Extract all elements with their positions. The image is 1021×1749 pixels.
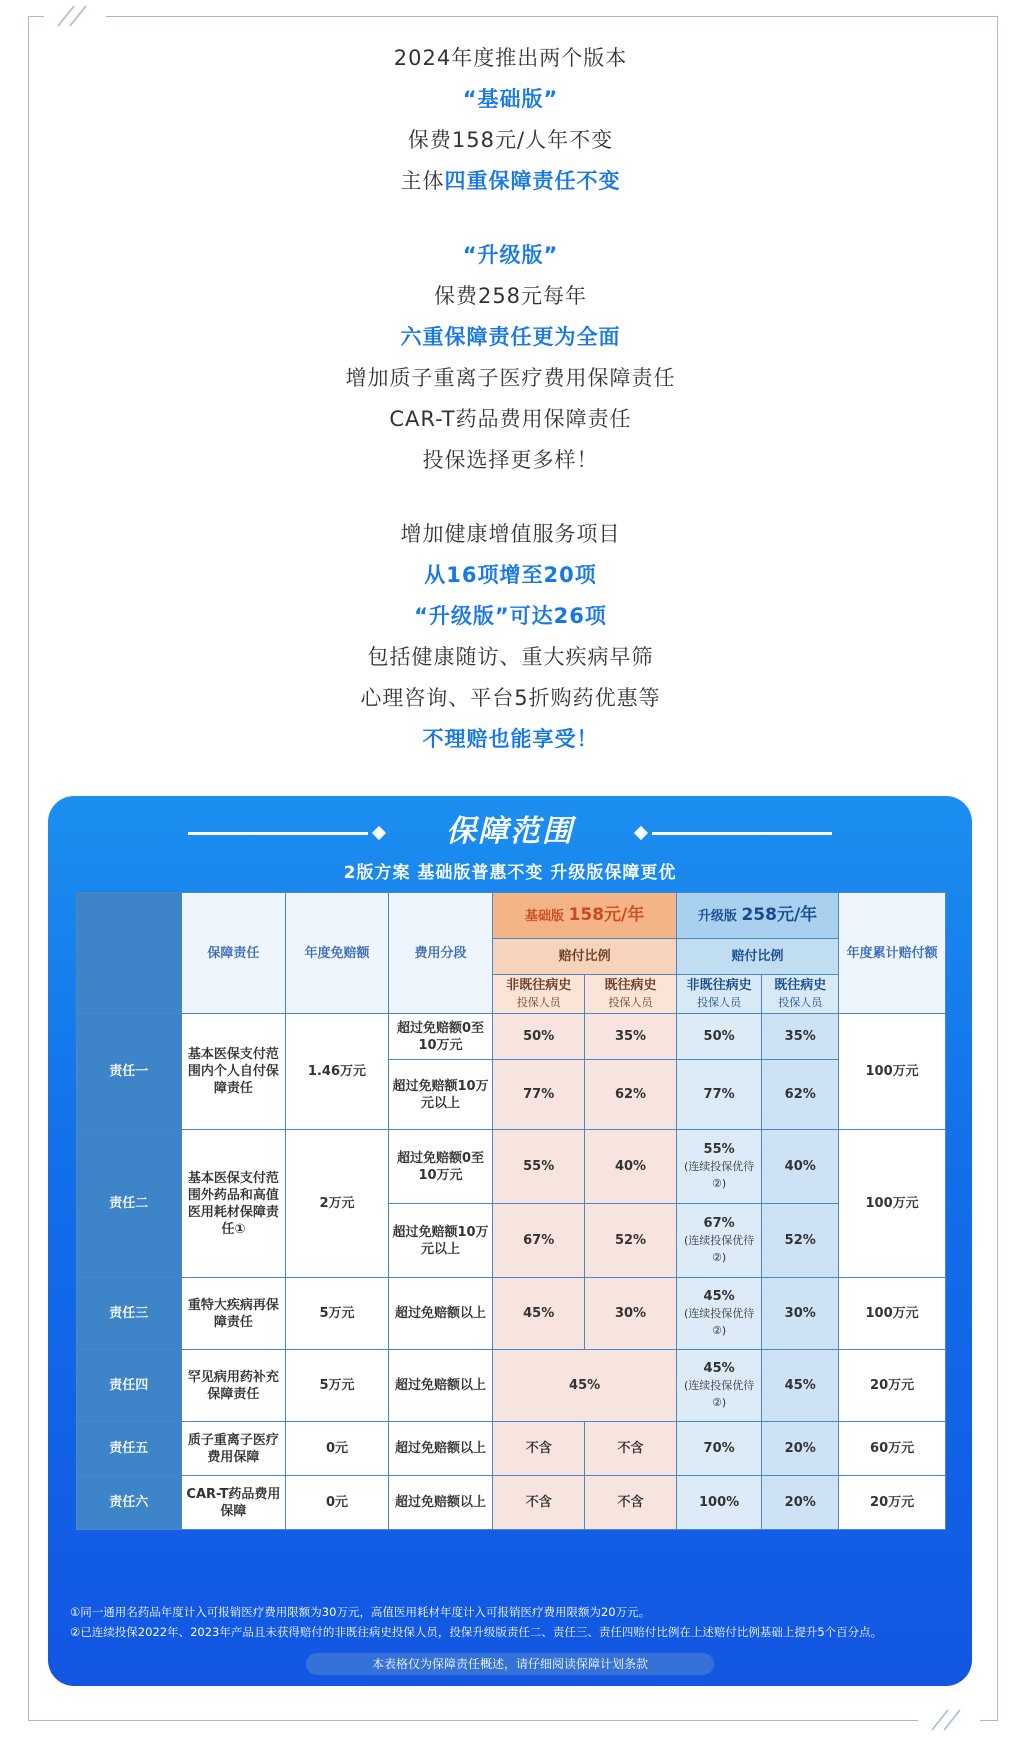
intro-highlight: 从16项增至20项: [424, 563, 597, 587]
row-desc: 重特大疾病再保障责任: [181, 1278, 286, 1350]
row-desc: 质子重离子医疗费用保障: [181, 1422, 286, 1476]
cell-value: 62%: [585, 1060, 677, 1130]
intro-line: 保费158元/人年不变: [407, 128, 614, 152]
header-upgrade-plan: [676, 893, 838, 939]
title-diamond-left: [372, 826, 386, 840]
intro-line: 增加健康增值服务项目: [400, 522, 621, 546]
cell-value: 不含: [493, 1476, 585, 1530]
cell-value: 45%: [703, 1289, 735, 1304]
intro-line: 增加质子重离子医疗费用保障责任: [345, 366, 676, 390]
header-basic-pre: [585, 975, 677, 1014]
row-total: 60万元: [839, 1422, 946, 1476]
title-bar-left: [188, 832, 368, 835]
header-basic-ratio: 赔付比例: [493, 939, 677, 975]
intro-highlight: “升级版”可达26项: [414, 604, 607, 628]
cell-value: 30%: [762, 1278, 839, 1350]
cont-note: (连续投保优待②): [683, 1160, 755, 1190]
cell-value: 35%: [585, 1014, 677, 1060]
row-label: 责任二: [77, 1130, 182, 1278]
intro-line: CAR-T药品费用保障责任: [389, 407, 632, 431]
coverage-table: [76, 892, 946, 1530]
row-segment: 超过免赔额0至10万元: [388, 1014, 493, 1060]
cell-value: 40%: [585, 1130, 677, 1204]
cell-value: 45%: [493, 1350, 677, 1422]
double-slash-icon: [44, 4, 106, 28]
header-segment: 费用分段: [388, 893, 493, 1014]
cell-value-cont: [676, 1350, 761, 1422]
cell-value: 55%: [703, 1142, 735, 1157]
frame-top-line: [28, 16, 998, 17]
cell-value: 55%: [493, 1130, 585, 1204]
header-deductible: 年度免赔额: [286, 893, 388, 1014]
intro-line: 心理咨询、平台5折购药优惠等: [360, 686, 661, 710]
title-bar-right: [652, 832, 832, 835]
intro-highlight: 不理赔也能享受！: [422, 727, 599, 751]
upgrade-price: 258元/年: [741, 904, 818, 925]
row-segment: 超过免赔额以上: [388, 1278, 493, 1350]
header-basic-non-pre: [493, 975, 585, 1014]
intro-line: 2024年度推出两个版本: [393, 46, 628, 70]
basic-price: 158元/年: [568, 904, 645, 925]
intro-line: 包括健康随访、重大疾病早筛: [367, 645, 654, 669]
cell-value: 100%: [676, 1476, 761, 1530]
cont-note: (连续投保优待②): [683, 1234, 755, 1264]
insured-label: 投保人员: [697, 996, 742, 1009]
row-segment: 超过免赔额10万元以上: [388, 1060, 493, 1130]
non-pre-label: 非既往病史: [686, 978, 752, 993]
cont-note: (连续投保优待②): [683, 1379, 755, 1409]
card-title: [48, 810, 972, 854]
cell-value: 45%: [703, 1361, 735, 1376]
cell-value: 52%: [762, 1204, 839, 1278]
row-deductible: 5万元: [286, 1278, 388, 1350]
cell-value: 77%: [676, 1060, 761, 1130]
intro-line: 保费258元每年: [433, 284, 588, 308]
cell-value: 不含: [585, 1476, 677, 1530]
upgrade-label: 升级版: [697, 908, 737, 924]
header-upgrade-non-pre: [676, 975, 761, 1014]
row-total: 100万元: [839, 1014, 946, 1130]
row-deductible: 5万元: [286, 1350, 388, 1422]
cell-value: 35%: [762, 1014, 839, 1060]
row-label: 责任四: [77, 1350, 182, 1422]
header-upgrade-ratio: 赔付比例: [676, 939, 838, 975]
cell-value: 40%: [762, 1130, 839, 1204]
row-desc: 基本医保支付范围外药品和高值医用耗材保障责任①: [181, 1130, 286, 1278]
cell-value: 45%: [493, 1278, 585, 1350]
row-total: 100万元: [839, 1130, 946, 1278]
intro-highlight: “升级版”: [462, 243, 559, 267]
cell-value-cont: [676, 1130, 761, 1204]
row-label: 责任三: [77, 1278, 182, 1350]
row-deductible: 1.46万元: [286, 1014, 388, 1130]
cell-value: 52%: [585, 1204, 677, 1278]
cell-value: 77%: [493, 1060, 585, 1130]
pre-label: 既往病史: [604, 978, 657, 993]
row-segment: 超过免赔额10万元以上: [388, 1204, 493, 1278]
row-total: 100万元: [839, 1278, 946, 1350]
insured-label: 投保人员: [778, 996, 823, 1009]
intro-line: [0, 161, 1021, 202]
intro-line-part: 主体: [400, 169, 445, 193]
cell-value: 20%: [762, 1476, 839, 1530]
row-total: 20万元: [839, 1350, 946, 1422]
cell-value: 67%: [493, 1204, 585, 1278]
intro-line: 投保选择更多样！: [422, 448, 599, 472]
intro-text: [0, 38, 1021, 760]
cell-value-cont: [676, 1278, 761, 1350]
cell-value: 30%: [585, 1278, 677, 1350]
row-deductible: 0元: [286, 1476, 388, 1530]
cell-value: 62%: [762, 1060, 839, 1130]
card-title-text: 保障范围: [446, 814, 574, 849]
disclaimer-pill: 本表格仅为保障责任概述，请仔细阅读保障计划条款: [306, 1653, 714, 1675]
row-segment: 超过免赔额以上: [388, 1350, 493, 1422]
cell-value-cont: [676, 1204, 761, 1278]
intro-highlight: 六重保障责任更为全面: [400, 325, 621, 349]
cell-value: 50%: [676, 1014, 761, 1060]
non-pre-label: 非既往病史: [506, 978, 572, 993]
footnote-1: ①同一通用名药品年度计入可报销医疗费用限额为30万元，高值医用耗材年度计入可报销医疗费用限额为20万元。: [70, 1605, 651, 1619]
row-deductible: 0元: [286, 1422, 388, 1476]
row-desc: 罕见病用药补充保障责任: [181, 1350, 286, 1422]
row-label: 责任五: [77, 1422, 182, 1476]
row-total: 20万元: [839, 1476, 946, 1530]
cell-value: 70%: [676, 1422, 761, 1476]
row-desc: 基本医保支付范围内个人自付保障责任: [181, 1014, 286, 1130]
header-basic-plan: [493, 893, 677, 939]
intro-highlight: 四重保障责任不变: [444, 169, 621, 193]
header-upgrade-pre: [762, 975, 839, 1014]
header-liability: 保障责任: [181, 893, 286, 1014]
row-deductible: 2万元: [286, 1130, 388, 1278]
card-subtitle: 2版方案 基础版普惠不变 升级版保障更优: [343, 863, 677, 883]
corner-cell: [77, 893, 182, 1014]
row-desc: CAR-T药品费用保障: [181, 1476, 286, 1530]
double-slash-icon: [918, 1708, 980, 1732]
pre-label: 既往病史: [774, 978, 827, 993]
cell-value: 不含: [585, 1422, 677, 1476]
cell-value: 67%: [703, 1216, 735, 1231]
cont-note: (连续投保优待②): [683, 1307, 755, 1337]
footnote-2: ②已连续投保2022年、2023年产品且未获得赔付的非既往病史投保人员，投保升级版责任二、责任三、责任四赔付比例在上述赔付比例基础上提升5个百分点。: [70, 1625, 883, 1639]
row-segment: 超过免赔额以上: [388, 1422, 493, 1476]
intro-highlight: “基础版”: [462, 87, 559, 111]
basic-label: 基础版: [524, 908, 564, 924]
cell-value: 不含: [493, 1422, 585, 1476]
cell-value: 50%: [493, 1014, 585, 1060]
cell-value: 20%: [762, 1422, 839, 1476]
row-segment: 超过免赔额以上: [388, 1476, 493, 1530]
coverage-card: [48, 796, 972, 1686]
insured-label: 投保人员: [516, 996, 561, 1009]
frame-bottom-line: [28, 1720, 998, 1721]
row-label: 责任一: [77, 1014, 182, 1130]
title-diamond-right: [634, 826, 648, 840]
row-label: 责任六: [77, 1476, 182, 1530]
header-annual-total: 年度累计赔付额: [839, 893, 946, 1014]
row-segment: 超过免赔额0至10万元: [388, 1130, 493, 1204]
cell-value: 45%: [762, 1350, 839, 1422]
insured-label: 投保人员: [608, 996, 653, 1009]
